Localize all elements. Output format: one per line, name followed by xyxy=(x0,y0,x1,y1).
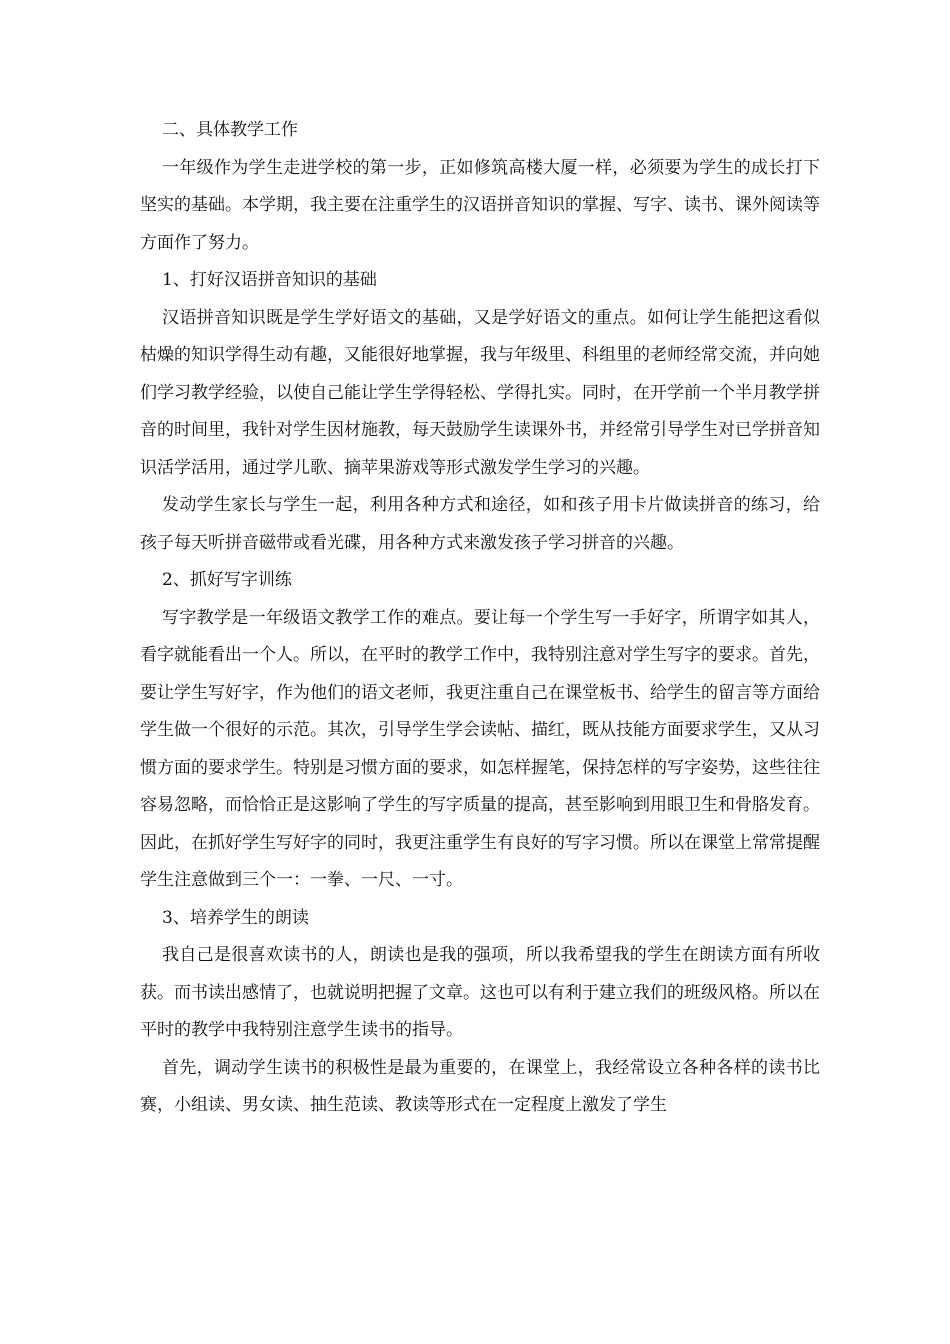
item2-heading: 2、抓好写字训练 xyxy=(162,570,292,590)
item3-paragraph-2: 首先，调动学生读书的积极性是最为重要的，在课堂上，我经常设立各种各样的读书比赛，小组读、男女读、抽生范读、教读等形式在一定程度上激发了学生 xyxy=(140,1057,820,1115)
item3-paragraph-1: 我自己是很喜欢读书的人，朗读也是我的强项，所以我希望我的学生在朗读方面有所收获。而书读出感情了，也就说明把握了文章。这也可以有利于建立我们的班级风格。所以在平时的教学中我特别注意学生读书的指导。 xyxy=(140,945,820,1040)
item2-paragraph-1: 写字教学是一年级语文教学工作的难点。要让每一个学生写一手好字，所谓字如其人，看字就能看出一个人。所以，在平时的教学工作中，我特别注意对学生写字的要求。首先，要让学生写好字，作为他们的语文老师，我更注重自己在课堂板书、给学生的留言等方面给学生做一个很好的示范。其次，引导学生学会读帖、描红，既从技能方面要求学生，又从习惯方面的要求学生。特别是习惯方面的要求，如怎样握笔，保持怎样的写字姿势，这些往往容易忽略，而恰恰正是这影响了学生的写字质量的提高，甚至影响到用眼卫生和骨胳发育。因此，在抓好学生写好字的同时，我更注重学生有良好的写字习惯。所以在课堂上常常提醒学生注意做到三个一：一拳、一尺、一寸。 xyxy=(140,607,820,890)
section-heading: 二、具体教学工作 xyxy=(162,120,298,140)
document-body xyxy=(140,112,820,1125)
item3-heading: 3、培养学生的朗读 xyxy=(162,907,309,928)
item1-paragraph-1: 汉语拼音知识既是学生学好语文的基础，又是学好语文的重点。如何让学生能把这看似枯燥的知识学得生动有趣，又能很好地掌握，我与年级里、科组里的老师经常交流，并向她们学习教学经验，以使自己能让学生学得轻松、学得扎实。同时，在开学前一个半月教学拼音的时间里，我针对学生因材施教，每天鼓励学生读课外书，并经常引导学生对已学拼音知识活学活用，通过学儿歌、摘苹果游戏等形式激发学生学习的兴趣。 xyxy=(140,307,820,478)
intro-paragraph: 一年级作为学生走进学校的第一步，正如修筑高楼大厦一样，必须要为学生的成长打下坚实的基础。本学期，我主要在注重学生的汉语拼音知识的掌握、写字、读书、课外阅读等方面作了努力。 xyxy=(140,157,820,253)
item1-heading: 1、打好汉语拼音知识的基础 xyxy=(162,270,377,290)
item1-paragraph-2: 发动学生家长与学生一起，利用各种方式和途径，如和孩子用卡片做读拼音的练习，给孩子每天听拼音磁带或看光碟，用各种方式来激发孩子学习拼音的兴趣。 xyxy=(140,495,820,553)
